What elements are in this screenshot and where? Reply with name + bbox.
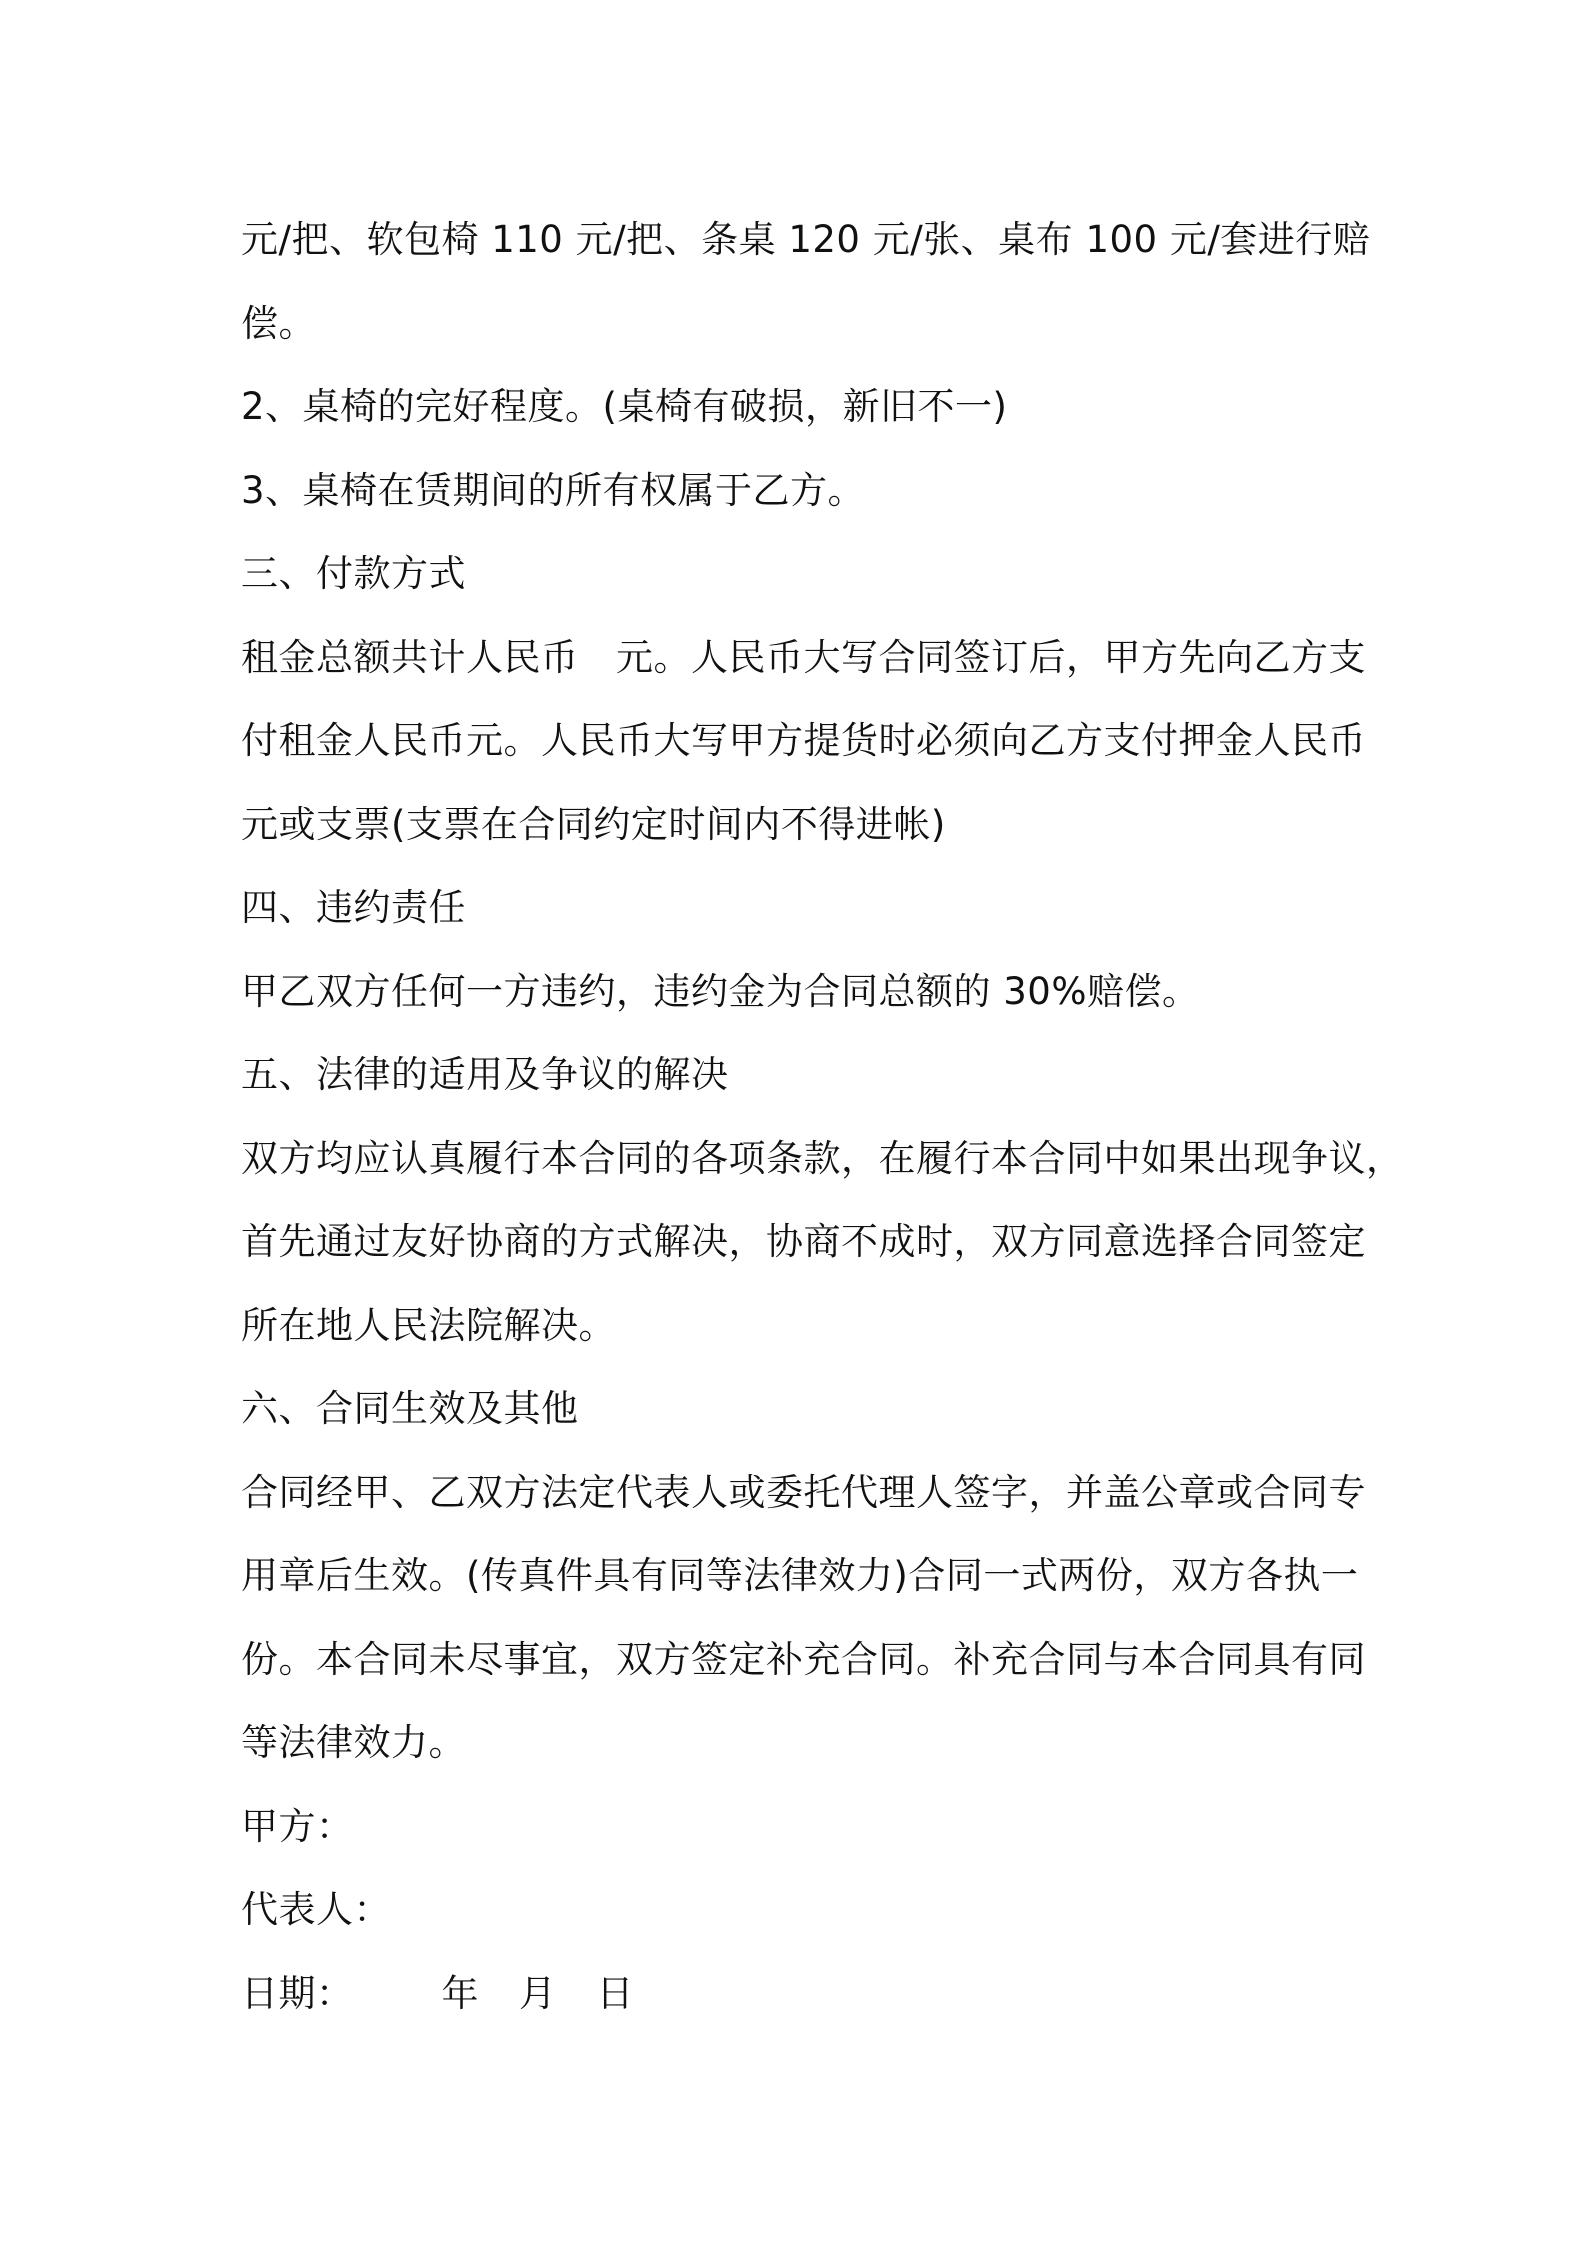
- section-heading: 三、付款方式: [241, 552, 466, 595]
- text-line: 付租金人民币元。人民币大写甲方提货时必须向乙方支付押金人民币: [241, 719, 1366, 762]
- text-line: 等法律效力。: [241, 1721, 466, 1764]
- date-label: 日期：: [241, 1971, 354, 2015]
- text-line: 份。本合同未尽事宜，双方签定补充合同。补充合同与本合同具有同: [241, 1637, 1366, 1681]
- date-day: 日: [596, 1971, 634, 2015]
- party-a-signature-line: [241, 1785, 1391, 1869]
- text-line: 用章后生效。(传真件具有同等法律效力)合同一式两份，双方各执一: [241, 1554, 1359, 1597]
- representative-label: 代表人：: [241, 1888, 391, 1931]
- section-heading: 五、法律的适用及争议的解决: [241, 1053, 729, 1096]
- text-line: 元或支票(支票在合同约定时间内不得进帐): [241, 802, 946, 846]
- representative-signature-line: [241, 1868, 1391, 1952]
- date-line: [241, 1952, 1391, 2036]
- contract-body: [241, 198, 1404, 2035]
- text-line: 首先通过友好协商的方式解决，协商不成时，双方同意选择合同签定: [241, 1220, 1366, 1263]
- text-line: 甲乙双方任何一方违约，违约金为合同总额的 30%赔偿。: [241, 969, 1200, 1013]
- section-heading: 四、违约责任: [241, 886, 466, 929]
- text-line: 租金总额共计人民币 元。人民币大写合同签订后，甲方先向乙方支: [241, 635, 1366, 679]
- text-line: 元/把、软包椅 110 元/把、条桌 120 元/张、桌布 100 元/套进行赔: [241, 218, 1371, 261]
- clause-line: 2、桌椅的完好程度。(桌椅有破损，新旧不一): [241, 385, 1008, 428]
- date-year: 年: [441, 1971, 479, 2015]
- party-a-label: 甲方：: [241, 1804, 354, 1848]
- text-line: 双方均应认真履行本合同的各项条款，在履行本合同中如果出现争议，: [241, 1136, 1404, 1180]
- date-month: 月: [519, 1971, 557, 2015]
- text-line: 合同经甲、乙双方法定代表人或委托代理人签字，并盖公章或合同专: [241, 1470, 1366, 1514]
- section-heading: 六、合同生效及其他: [241, 1387, 579, 1430]
- text-line: 所在地人民法院解决。: [241, 1303, 616, 1347]
- clause-line: 3、桌椅在赁期间的所有权属于乙方。: [241, 468, 866, 512]
- text-line: 偿。: [241, 301, 316, 345]
